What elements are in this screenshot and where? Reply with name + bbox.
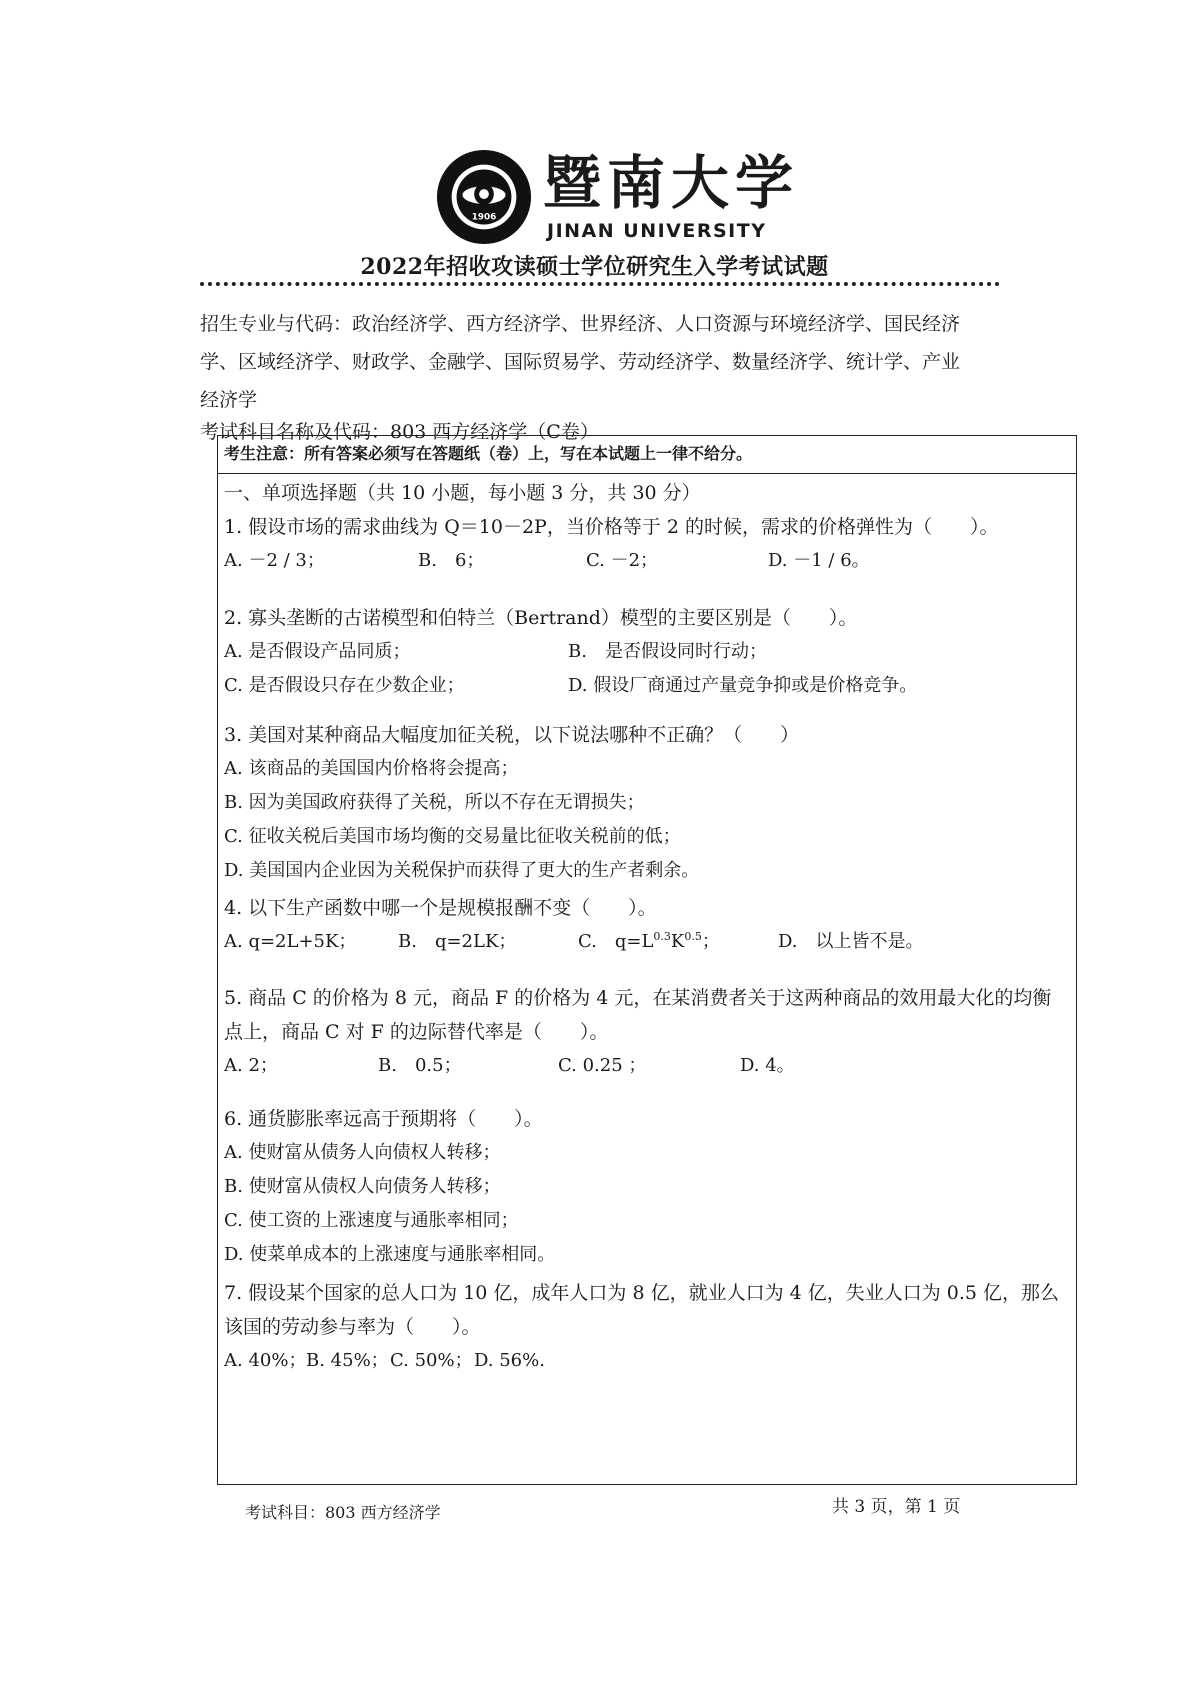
option-c: C. 使工资的上涨速度与通胀率相同； bbox=[224, 1210, 519, 1231]
option-c: C. 50%； bbox=[390, 1350, 473, 1371]
option-b: B. 0.5； bbox=[378, 1055, 462, 1076]
option-a: A. 是否假设产品同质； bbox=[224, 641, 411, 662]
dotted-divider bbox=[200, 282, 1000, 286]
question-stem: 2. 寡头垄断的古诺模型和伯特兰（Bertrand）模型的主要区别是（ ）。 bbox=[224, 607, 858, 629]
option-c: C. 是否假设只存在少数企业； bbox=[224, 675, 465, 696]
option-d: D. 使菜单成本的上涨速度与通胀率相同。 bbox=[224, 1244, 556, 1265]
question-3 bbox=[224, 718, 1069, 888]
candidate-notice: 考生注意：所有答案必须写在答题纸（卷）上，写在本试题上一律不给分。 bbox=[218, 436, 1076, 474]
exam-title: 2022年招收攻读硕士学位研究生入学考试试题 bbox=[360, 254, 829, 280]
university-logo bbox=[435, 148, 800, 248]
university-seal-icon bbox=[435, 148, 533, 246]
option-b: B. 6； bbox=[418, 550, 485, 571]
question-stem: 7. 假设某个国家的总人口为 10 亿，成年人口为 8 亿，就业人口为 4 亿，失业人口为 0.5 亿，那么该国的劳动参与率为（ ）。 bbox=[224, 1282, 1060, 1338]
option-d: D. 假设厂商通过产量竞争抑或是价格竞争。 bbox=[568, 675, 918, 696]
question-stem: 6. 通货膨胀率远高于预期将（ ）。 bbox=[224, 1108, 543, 1130]
question-frame bbox=[217, 435, 1077, 1485]
question-1 bbox=[224, 510, 1069, 544]
university-name-en: JINAN UNIVERSITY bbox=[547, 220, 767, 242]
option-b: B. 使财富从债权人向债务人转移； bbox=[224, 1176, 501, 1197]
option-a: A. 该商品的美国国内价格将会提高； bbox=[224, 758, 519, 779]
question-stem: 5. 商品 C 的价格为 8 元，商品 F 的价格为 4 元，在某消费者关于这两种商品的效用最大化的均衡点上，商品 C 对 F 的边际替代率是（ ）。 bbox=[224, 987, 1052, 1043]
seal-year: 1906 bbox=[471, 212, 497, 223]
option-b: B. 因为美国政府获得了关税，所以不存在无谓损失； bbox=[224, 792, 645, 813]
option-a: A. 2； bbox=[224, 1055, 278, 1076]
option-d: D. 4。 bbox=[740, 1055, 795, 1076]
subject-line: 考试科目名称及代码：803 西方经济学（C卷） bbox=[200, 421, 599, 443]
section-title: 一、单项选择题（共 10 小题，每小题 3 分，共 30 分） bbox=[224, 482, 701, 504]
question-5 bbox=[224, 981, 1069, 1049]
question-7 bbox=[224, 1276, 1069, 1344]
option-c: C. 0.25 ； bbox=[558, 1055, 647, 1076]
option-b: B. 45%； bbox=[306, 1350, 389, 1371]
question-6 bbox=[224, 1102, 1069, 1272]
majors-line-2: 学、区域经济学、财政学、金融学、国际贸易学、劳动经济学、数量经济学、统计学、产业 bbox=[200, 351, 961, 373]
majors-line-3: 经济学 bbox=[200, 389, 258, 411]
option-d: D. 56%. bbox=[474, 1350, 545, 1371]
university-name-cn: 暨南大学 bbox=[543, 149, 800, 217]
option-d: D. 以上皆不是。 bbox=[778, 931, 924, 952]
majors-block bbox=[200, 305, 1010, 419]
page-number: 共 3 页，第 1 页 bbox=[832, 1497, 961, 1517]
option-a: A. 40%； bbox=[224, 1350, 307, 1371]
footer-subject: 考试科目：803 西方经济学 bbox=[245, 1503, 441, 1522]
question-stem: 4. 以下生产函数中哪一个是规模报酬不变（ ）。 bbox=[224, 897, 657, 919]
option-a: A. 使财富从债务人向债权人转移； bbox=[224, 1142, 501, 1163]
question-stem: 3. 美国对某种商品大幅度加征关税，以下说法哪种不正确？（ ） bbox=[224, 724, 800, 746]
question-stem: 1. 假设市场的需求曲线为 Q＝10－2P，当价格等于 2 的时候，需求的价格弹性为（ ）。 bbox=[224, 516, 999, 538]
option-b: B. 是否假设同时行动； bbox=[568, 641, 767, 662]
question-2 bbox=[224, 601, 1069, 635]
question-4 bbox=[224, 891, 1069, 925]
option-a: A. －2 / 3； bbox=[224, 550, 325, 571]
option-c: C. 征收关税后美国市场均衡的交易量比征收关税前的低； bbox=[224, 826, 681, 847]
option-c: C. $q=L^{0.3}K^{0.5}$； bbox=[578, 930, 720, 952]
option-a: A. q=2L+5K； bbox=[224, 931, 357, 952]
option-c: C. －2； bbox=[586, 550, 659, 571]
option-d: D. 美国国内企业因为关税保护而获得了更大的生产者剩余。 bbox=[224, 860, 700, 881]
option-d: D. －1 / 6。 bbox=[768, 550, 870, 571]
majors-line-1: 招生专业与代码：政治经济学、西方经济学、世界经济、人口资源与环境经济学、国民经济 bbox=[200, 313, 961, 335]
option-b: B. q=2LK； bbox=[398, 931, 517, 952]
